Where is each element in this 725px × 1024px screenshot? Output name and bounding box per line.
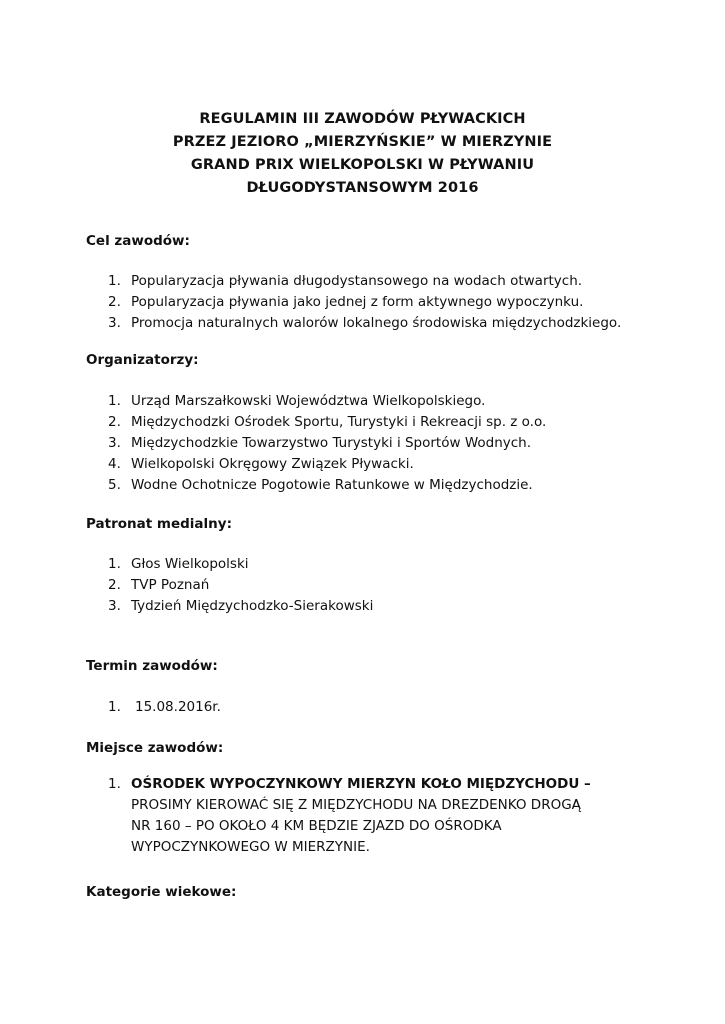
item-number: 1. xyxy=(108,776,121,792)
section-heading-organizatorzy: Organizatorzy: xyxy=(86,352,199,368)
item-text: Głos Wielkopolski xyxy=(131,556,249,572)
venue-directions-line: NR 160 – PO OKOŁO 4 KM BĘDZIE ZJAZD DO OŚRODKA xyxy=(131,818,502,834)
list-patronat xyxy=(108,554,373,617)
title-line-4: DŁUGODYSTANSOWYM 2016 xyxy=(246,180,479,196)
list-item xyxy=(108,554,373,575)
list-item xyxy=(108,292,621,313)
item-number: 2. xyxy=(108,414,121,430)
list-item xyxy=(108,596,373,617)
venue-name: OŚRODEK WYPOCZYNKOWY MIERZYN KOŁO MIĘDZYCHODU – xyxy=(131,776,591,792)
item-text: 15.08.2016r. xyxy=(135,699,221,715)
item-number: 1. xyxy=(108,273,121,289)
item-number: 3. xyxy=(108,315,121,331)
item-number: 2. xyxy=(108,294,121,310)
item-text: Promocja naturalnych walorów lokalnego środowiska międzychodzkiego. xyxy=(131,315,622,331)
item-number: 1. xyxy=(108,699,121,715)
item-text: Międzychodzki Ośrodek Sportu, Turystyki i Rekreacji sp. z o.o. xyxy=(131,414,547,430)
item-number: 5. xyxy=(108,477,121,493)
item-number: 3. xyxy=(108,598,121,614)
title-line-3: GRAND PRIX WIELKOPOLSKI W PŁYWANIU xyxy=(190,157,535,173)
item-text: Popularyzacja pływania jako jednej z form aktywnego wypoczynku. xyxy=(131,294,584,310)
section-heading-miejsce: Miejsce zawodów: xyxy=(86,740,224,756)
list-item xyxy=(108,575,373,596)
item-number: 1. xyxy=(108,393,121,409)
item-text: Popularyzacja pływania długodystansowego na wodach otwartych. xyxy=(131,273,583,289)
item-number: 1. xyxy=(108,556,121,572)
list-item xyxy=(108,412,546,433)
item-number: 2. xyxy=(108,577,121,593)
list-item xyxy=(108,271,621,292)
section-heading-termin: Termin zawodów: xyxy=(86,658,218,674)
section-heading-patronat: Patronat medialny: xyxy=(86,516,232,532)
item-text: Wodne Ochotnicze Pogotowie Ratunkowe w Międzychodzie. xyxy=(131,477,533,493)
item-text: Międzychodzkie Towarzystwo Turystyki i Sportów Wodnych. xyxy=(131,435,532,451)
section-heading-kategorie: Kategorie wiekowe: xyxy=(86,884,237,900)
venue-directions-line: WYPOCZYNKOWEGO W MIERZYNIE. xyxy=(131,839,370,855)
list-termin xyxy=(108,697,221,718)
item-text: Wielkopolski Okręgowy Związek Pływacki. xyxy=(131,456,414,472)
list-item xyxy=(108,433,546,454)
list-item xyxy=(108,475,546,496)
title-line-1: REGULAMIN III ZAWODÓW PŁYWACKICH xyxy=(199,111,526,127)
item-text: Urząd Marszałkowski Województwa Wielkopolskiego. xyxy=(131,393,486,409)
document-title xyxy=(0,108,725,200)
item-text: Tydzień Międzychodzko-Sierakowski xyxy=(131,598,374,614)
list-organizatorzy xyxy=(108,391,546,496)
list-item xyxy=(108,697,221,718)
venue-text xyxy=(131,774,651,858)
item-number: 3. xyxy=(108,435,121,451)
list-cel xyxy=(108,271,621,334)
venue-directions-line: PROSIMY KIEROWAĆ SIĘ Z MIĘDZYCHODU NA DREZDENKO DROGĄ xyxy=(131,797,581,813)
list-item xyxy=(108,391,546,412)
title-line-2: PRZEZ JEZIORO „MIERZYŃSKIE” W MIERZYNIE xyxy=(172,134,553,150)
section-heading-cel: Cel zawodów: xyxy=(86,233,190,249)
item-text: TVP Poznań xyxy=(131,577,210,593)
list-item xyxy=(108,454,546,475)
item-number: 4. xyxy=(108,456,121,472)
list-item xyxy=(108,313,621,334)
